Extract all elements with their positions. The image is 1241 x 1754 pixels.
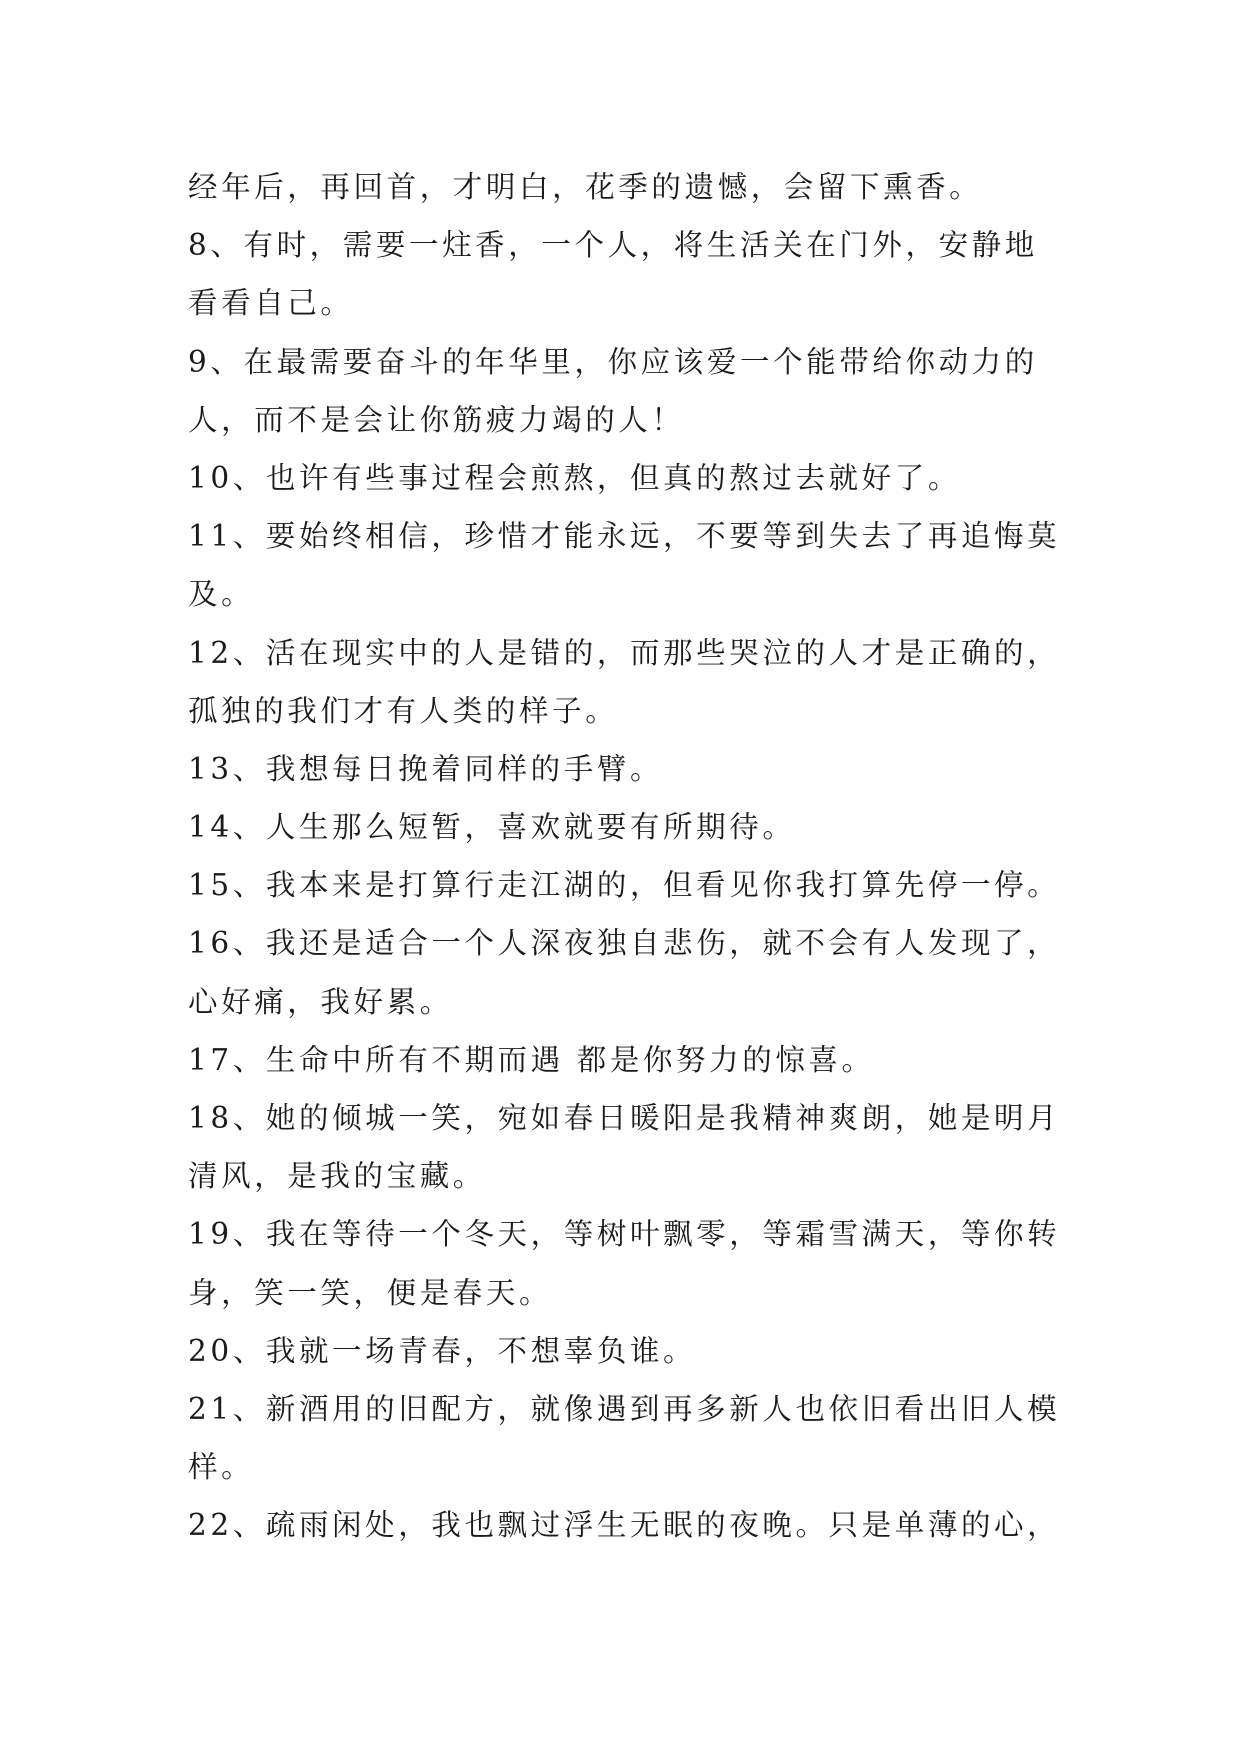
text-line: 8、有时，需要一炷香，一个人，将生活关在门外，安静地 <box>188 228 1038 263</box>
text-line: 19、我在等待一个冬天，等树叶飘零，等霜雪满天，等你转 <box>188 1217 1061 1252</box>
text-line: 身，笑一笑，便是春天。 <box>188 1275 553 1310</box>
text-line: 21、新酒用的旧配方，就像遇到再多新人也依旧看出旧人模 <box>188 1391 1061 1426</box>
text-line: 及。 <box>188 577 255 612</box>
text-line: 11、要始终相信，珍惜才能永远，不要等到失去了再追悔莫 <box>188 519 1061 554</box>
text-line: 看看自己。 <box>188 286 354 321</box>
text-line: 孤独的我们才有人类的样子。 <box>188 693 619 728</box>
text-line: 17、生命中所有不期而遇 都是你努力的惊喜。 <box>188 1042 875 1077</box>
text-line: 13、我想每日挽着同样的手臂。 <box>188 751 664 786</box>
text-line: 样。 <box>188 1450 255 1485</box>
text-line: 心好痛，我好累。 <box>188 984 453 1019</box>
text-line: 9、在最需要奋斗的年华里，你应该爱一个能带给你动力的 <box>188 344 1038 379</box>
text-line: 经年后，再回首，才明白，花季的遗憾，会留下熏香。 <box>188 170 983 204</box>
text-line: 16、我还是适合一个人深夜独自悲伤，就不会有人发现了， <box>188 926 1061 961</box>
text-line: 人，而不是会让你筋疲力竭的人！ <box>188 402 685 437</box>
text-line: 10、也许有些事过程会煎熬，但真的熬过去就好了。 <box>188 460 961 495</box>
text-line: 22、疏雨闲处，我也飘过浮生无眠的夜晚。只是单薄的心， <box>188 1508 1061 1543</box>
document-body <box>188 158 1078 1555</box>
text-line: 12、活在现实中的人是错的，而那些哭泣的人才是正确的， <box>188 635 1061 670</box>
text-line: 18、她的倾城一笑，宛如春日暖阳是我精神爽朗，她是明月 <box>188 1101 1061 1135</box>
text-line: 20、我就一场青春，不想辜负谁。 <box>188 1333 697 1368</box>
text-line: 清风，是我的宝藏。 <box>188 1159 486 1194</box>
text-line: 14、人生那么短暂，喜欢就要有所期待。 <box>188 810 796 845</box>
text-line: 15、我本来是打算行走江湖的，但看见你我打算先停一停。 <box>188 868 1061 903</box>
